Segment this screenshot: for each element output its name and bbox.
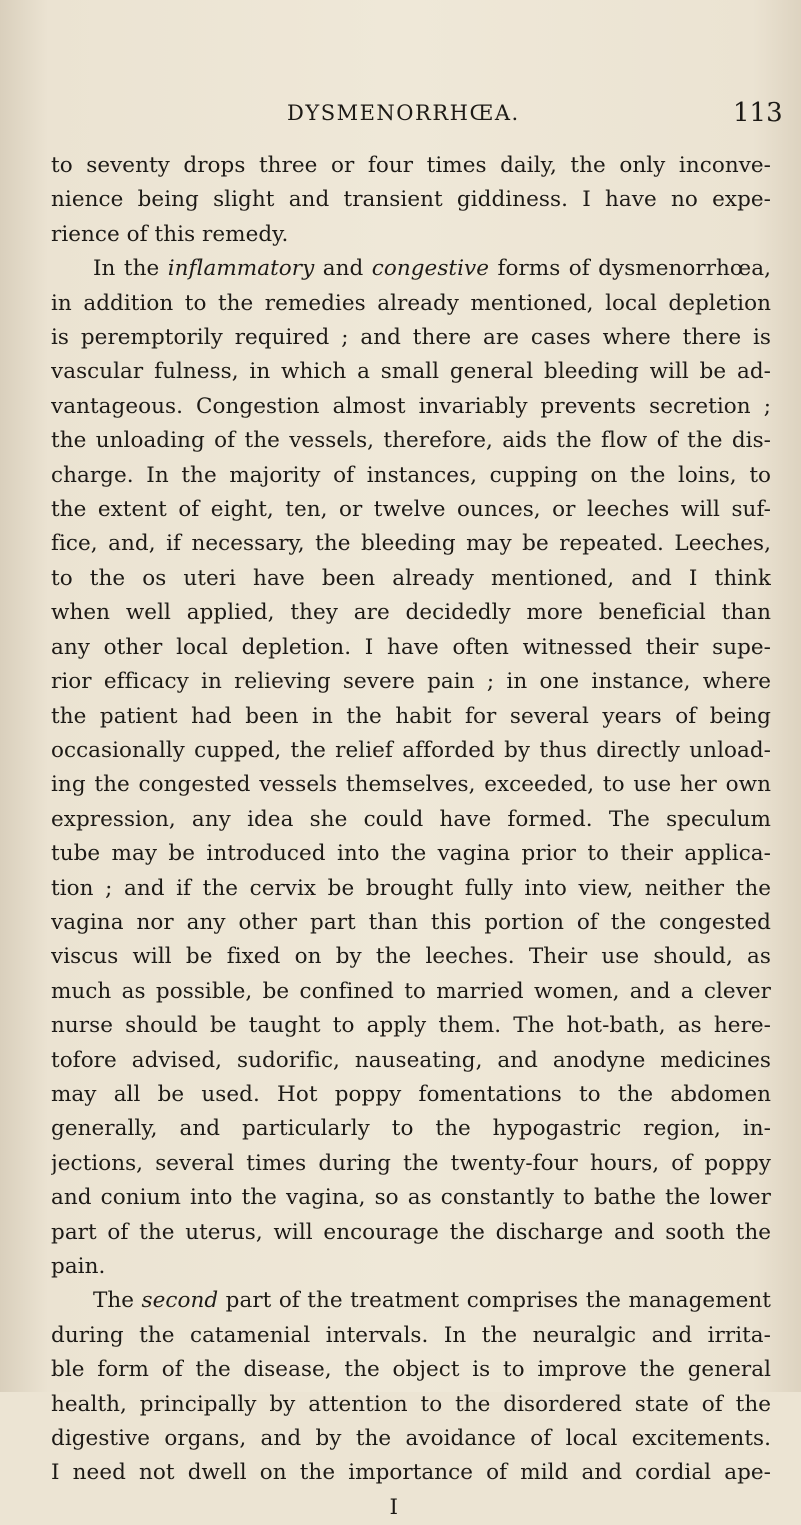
text-line: fice, and, if necessary, the bleeding may be repeated. Leeches, — [51, 531, 771, 557]
text-line: tube may be introduced into the vagina prior to their applica- — [51, 841, 771, 867]
text-line: the unloading of the vessels, therefore, aids the flow of the dis- — [51, 428, 771, 454]
text-line: vantageous. Congestion almost invariably prevents secretion ; — [51, 393, 771, 419]
text-line: and conium into the vagina, so as constantly to bathe the lower — [51, 1185, 771, 1211]
text-line: is peremptorily required ; and there are cases where there is — [51, 325, 771, 351]
text-line: much as possible, be confined to married women, and a clever — [51, 978, 771, 1004]
text-line: generally, and particularly to the hypogastric region, in- — [51, 1116, 771, 1142]
text-line: viscus will be fixed on by the leeches. Their use should, as — [51, 944, 771, 970]
text-line: pain. — [51, 1254, 106, 1279]
text-line: occasionally cupped, the relief afforded by thus directly unload- — [51, 737, 771, 763]
text-line: tion ; and if the cervix be brought fully into view, neither the — [51, 875, 771, 901]
text-line: nience being slight and transient giddiness. I have no expe- — [51, 187, 771, 213]
text-line: vascular fulness, in which a small general bleeding will be ad- — [51, 359, 771, 385]
text-line: may all be used. Hot poppy fomentations to the abdomen — [51, 1081, 771, 1107]
text-line: jections, several times during the twenty-four hours, of poppy — [51, 1150, 771, 1176]
text-line: vagina nor any other part than this portion of the congested — [51, 909, 771, 935]
text-line: rior efficacy in relieving severe pain ; in one instance, where — [51, 669, 771, 695]
text-line: to the os uteri have been already mentioned, and I think — [51, 565, 771, 591]
text-line: part of the uterus, will encourage the discharge and sooth the — [51, 1219, 771, 1245]
text-line: any other local depletion. I have often witnessed their supe- — [51, 634, 771, 660]
text-line: ble form of the disease, the object is to improve the general — [51, 1357, 771, 1383]
text-line: to seventy drops three or four times daily, the only inconve- — [51, 153, 771, 178]
text-line: health, principally by attention to the disordered state of the — [51, 1391, 771, 1417]
text-line: when well applied, they are decidedly more beneficial than — [51, 600, 771, 626]
text-line: during the catamenial intervals. In the neuralgic and irrita- — [51, 1322, 771, 1348]
catchword: I — [389, 1494, 398, 1520]
running-head: DYSMENORRHŒA. — [287, 101, 520, 125]
text-line: ing the congested vessels themselves, exceeded, to use her own — [51, 772, 771, 798]
text-line: the patient had been in the habit for several years of being — [51, 703, 771, 729]
paragraph-first-line: The second part of the treatment comprises the management — [93, 1288, 771, 1314]
page-number: 113 — [733, 98, 783, 128]
body-text — [51, 149, 771, 1525]
paragraph-first-line: In the inflammatory and congestive forms of dysmenorrhœa, — [93, 256, 771, 282]
text-line: I need not dwell on the importance of mild and cordial ape- — [51, 1460, 771, 1486]
page-header — [0, 98, 801, 141]
text-line: the extent of eight, ten, or twelve ounces, or leeches will suf- — [51, 497, 771, 523]
text-line: in addition to the remedies already mentioned, local depletion — [51, 290, 771, 316]
text-line: tofore advised, sudorific, nauseating, and anodyne medicines — [51, 1047, 771, 1073]
text-line: expression, any idea she could have formed. The speculum — [51, 806, 771, 832]
text-line: charge. In the majority of instances, cupping on the loins, to — [51, 462, 771, 488]
text-line: rience of this remedy. — [51, 221, 289, 247]
text-line: digestive organs, and by the avoidance of local excitements. — [51, 1426, 771, 1452]
text-line: nurse should be taught to apply them. The hot-bath, as here- — [51, 1013, 771, 1039]
